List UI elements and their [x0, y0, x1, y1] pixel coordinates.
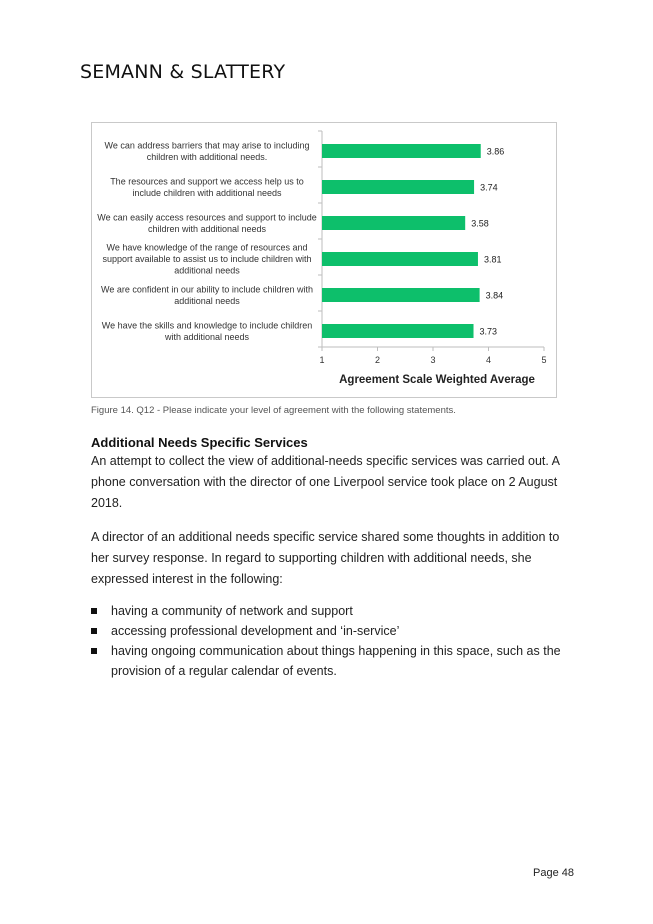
bullet-text: having a community of network and support — [111, 604, 353, 618]
category-label-line: children with additional needs. — [146, 151, 268, 162]
category-label-line: support available to assist us to include children with — [102, 254, 312, 264]
category-label-line: additional needs — [174, 265, 240, 276]
x-tick-label: 1 — [319, 355, 325, 365]
category-label — [97, 212, 316, 234]
x-tick-label: 5 — [541, 355, 547, 365]
bar-value-label: 3.74 — [480, 182, 498, 193]
square-bullet-icon — [91, 628, 97, 634]
bar-value-label: 3.81 — [483, 254, 502, 265]
category-label — [101, 284, 313, 306]
company-logo: SEMANN & SLATTERY — [80, 61, 286, 83]
bullet-text: having ongoing communication about things happening in this space, such as the provision of a regular calendar of events. — [111, 644, 561, 678]
category-label — [105, 140, 310, 162]
bullet-item — [91, 601, 561, 621]
category-label-line: additional needs — [174, 295, 240, 306]
bar — [322, 252, 478, 266]
x-tick-label: 4 — [485, 355, 492, 365]
paragraph-1: An attempt to collect the view of additional-needs specific services was carried out. A phone conversation with the director of one Liverpool service took place on 2 August 2018. — [91, 454, 560, 510]
paragraph-2: A director of an additional needs specific service shared some thoughts in addition to her survey response. In regard to supporting children with additional needs, she expressed interest in the following: — [91, 530, 560, 586]
bullet-item — [91, 641, 561, 681]
category-label-line: We are confident in our ability to include children with — [101, 284, 313, 295]
category-label — [102, 243, 311, 276]
bullet-list — [91, 601, 561, 681]
category-label-line: The resources and support we access help us to — [110, 176, 304, 187]
bullet-text: accessing professional development and ‘in-service’ — [111, 624, 400, 638]
category-label-line: with additional needs — [164, 331, 250, 342]
agreement-bar-chart-svg — [92, 123, 558, 399]
x-tick-label: 3 — [430, 355, 436, 365]
bar-value-label: 3.86 — [486, 146, 505, 157]
bar-value-label: 3.58 — [471, 218, 489, 229]
x-tick-label: 2 — [374, 355, 381, 365]
page-number: Page 48 — [533, 867, 574, 879]
category-label — [110, 176, 304, 198]
category-label-line: children with additional needs — [147, 223, 267, 234]
category-label-line: We can address barriers that may arise to including — [104, 140, 310, 151]
bar — [322, 144, 481, 158]
bar — [322, 288, 480, 302]
bullet-item — [91, 621, 561, 641]
bar — [322, 180, 474, 194]
section-heading: Additional Needs Specific Services — [91, 435, 308, 450]
figure-caption: Figure 14. Q12 - Please indicate your level of agreement with the following statements. — [91, 405, 456, 416]
bar-value-label: 3.84 — [485, 290, 504, 301]
agreement-chart — [91, 122, 557, 398]
category-label-line: We can easily access resources and support to include — [97, 212, 317, 223]
square-bullet-icon — [91, 648, 97, 654]
bar — [322, 216, 465, 230]
category-label-line: We have knowledge of the range of resources and — [106, 242, 308, 253]
bar-value-label: 3.73 — [479, 326, 498, 337]
bar — [322, 324, 474, 338]
category-label — [102, 320, 312, 342]
square-bullet-icon — [91, 608, 97, 614]
category-label-line: include children with additional needs — [132, 187, 282, 198]
category-label-line: We have the skills and knowledge to include children — [101, 320, 313, 331]
x-axis-title: Agreement Scale Weighted Average — [339, 374, 535, 386]
